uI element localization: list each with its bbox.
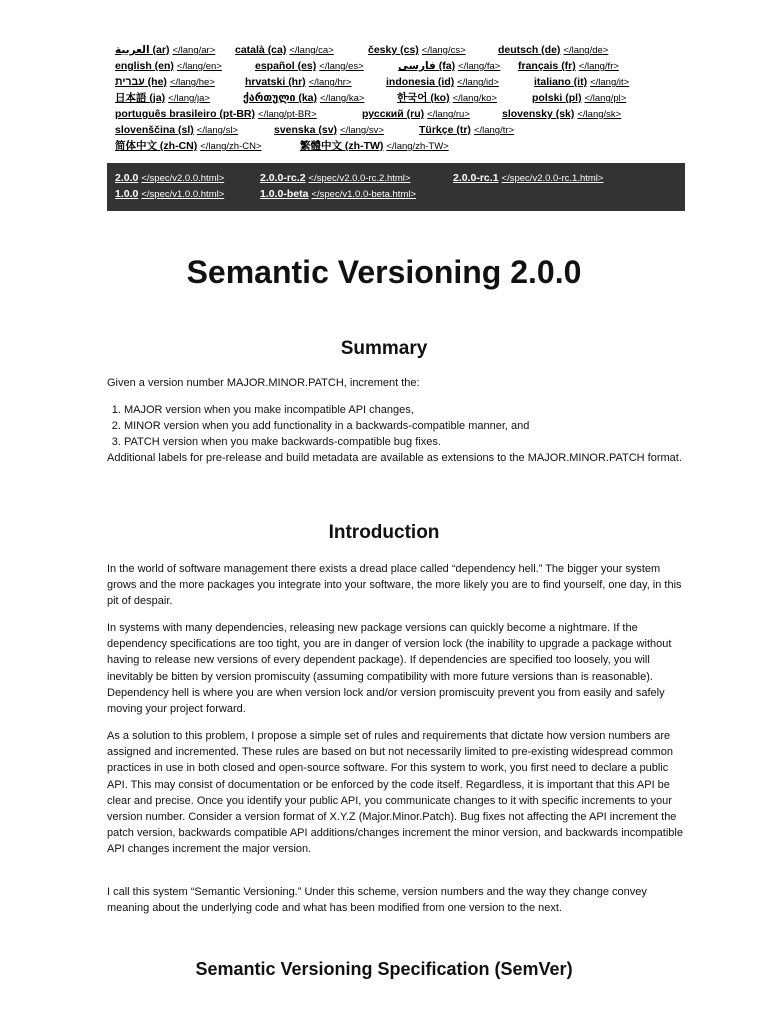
version-row bbox=[115, 186, 677, 202]
version-name: 1.0.0 bbox=[115, 188, 139, 200]
list-item: 2. MINOR version when you add functionality in a backwards-compatible manner, and bbox=[124, 418, 694, 434]
language-path: </lang/sl> bbox=[196, 125, 238, 136]
language-name: français (fr) bbox=[518, 60, 576, 72]
language-name: polski (pl) bbox=[532, 92, 582, 104]
language-path: </lang/sv> bbox=[340, 125, 384, 136]
spec-heading: Semantic Versioning Specification (SemVer) bbox=[195, 959, 573, 979]
language-link-it[interactable] bbox=[534, 74, 629, 90]
language-link-tr[interactable] bbox=[419, 122, 514, 138]
language-path: </lang/he> bbox=[169, 77, 215, 88]
version-name: 2.0.0-rc.2 bbox=[260, 172, 306, 184]
page-title: Semantic Versioning 2.0.0 bbox=[186, 254, 582, 290]
language-link-zh-cn[interactable] bbox=[115, 138, 300, 154]
language-path: </lang/ko> bbox=[452, 93, 497, 104]
language-path: </lang/zh-TW> bbox=[386, 141, 449, 152]
language-link-ar[interactable] bbox=[115, 42, 235, 58]
language-link-id[interactable] bbox=[386, 74, 534, 90]
language-link-he[interactable] bbox=[115, 74, 245, 90]
language-path: </lang/ru> bbox=[427, 109, 470, 120]
language-link-pl[interactable] bbox=[532, 90, 626, 106]
language-path: </lang/ja> bbox=[168, 93, 210, 104]
language-name: 简体中文 (zh-CN) bbox=[115, 140, 198, 152]
language-path: </lang/id> bbox=[457, 77, 499, 88]
list-item: 3. PATCH version when you make backwards-compatible bug fixes. bbox=[124, 434, 694, 450]
language-name: svenska (sv) bbox=[274, 124, 338, 136]
language-link-pt-br[interactable] bbox=[115, 106, 362, 122]
language-row bbox=[115, 90, 675, 106]
language-link-fr[interactable] bbox=[518, 58, 619, 74]
language-row bbox=[115, 58, 675, 74]
language-link-zh-tw[interactable] bbox=[300, 138, 449, 154]
language-link-ka[interactable] bbox=[243, 90, 397, 106]
language-path: </lang/cs> bbox=[421, 45, 466, 56]
language-name: slovensky (sk) bbox=[502, 108, 575, 120]
language-link-ca[interactable] bbox=[235, 42, 368, 58]
language-link-sv[interactable] bbox=[274, 122, 419, 138]
language-row bbox=[115, 42, 675, 58]
language-path: </lang/fr> bbox=[578, 61, 619, 72]
language-links bbox=[115, 42, 675, 154]
version-link-1.0.0[interactable] bbox=[115, 186, 260, 202]
language-name: česky (cs) bbox=[368, 44, 419, 56]
language-path: </lang/hr> bbox=[308, 77, 352, 88]
version-path: </spec/v2.0.0-rc.2.html> bbox=[308, 173, 411, 184]
language-name: русский (ru) bbox=[362, 108, 425, 120]
language-name: ქართული (ka) bbox=[243, 92, 318, 104]
language-row bbox=[115, 122, 675, 138]
language-path: </lang/ar> bbox=[172, 45, 216, 56]
language-name: Türkçe (tr) bbox=[419, 124, 471, 136]
language-path: </lang/it> bbox=[590, 77, 630, 88]
language-name: indonesia (id) bbox=[386, 76, 455, 88]
language-path: </lang/fa> bbox=[458, 61, 501, 72]
list-item: 1. MAJOR version when you make incompatible API changes, bbox=[124, 402, 694, 418]
language-link-de[interactable] bbox=[498, 42, 608, 58]
language-link-ko[interactable] bbox=[397, 90, 532, 106]
language-name: 한국어 (ko) bbox=[397, 92, 450, 104]
version-link-1.0.0-beta[interactable] bbox=[260, 186, 416, 202]
language-name: 繁體中文 (zh-TW) bbox=[300, 140, 384, 152]
version-name: 2.0.0-rc.1 bbox=[453, 172, 499, 184]
language-name: català (ca) bbox=[235, 44, 287, 56]
language-link-hr[interactable] bbox=[245, 74, 386, 90]
version-link-2.0.0[interactable] bbox=[115, 170, 260, 186]
version-path: </spec/v1.0.0.html> bbox=[141, 189, 225, 200]
language-name: 日本語 (ja) bbox=[115, 92, 166, 104]
version-link-2.0.0-rc.2[interactable] bbox=[260, 170, 453, 186]
language-link-es[interactable] bbox=[255, 58, 398, 74]
summary-intro: Given a version number MAJOR.MINOR.PATCH, increment the: bbox=[107, 377, 420, 389]
version-path: </spec/v1.0.0-beta.html> bbox=[311, 189, 417, 200]
language-name: deutsch (de) bbox=[498, 44, 561, 56]
summary-heading: Summary bbox=[340, 338, 428, 359]
version-link-2.0.0-rc.1[interactable] bbox=[453, 170, 603, 186]
version-links-bar bbox=[107, 163, 685, 211]
language-path: </lang/de> bbox=[563, 45, 609, 56]
language-link-sl[interactable] bbox=[115, 122, 274, 138]
language-row bbox=[115, 138, 675, 154]
version-path: </spec/v2.0.0-rc.1.html> bbox=[501, 173, 604, 184]
language-name: english (en) bbox=[115, 60, 174, 72]
language-path: </lang/pl> bbox=[584, 93, 627, 104]
summary-outro: Additional labels for pre-release and build metadata are available as extensions to the MAJOR.MINOR.PATCH format. bbox=[107, 452, 682, 464]
language-path: </lang/ca> bbox=[289, 45, 334, 56]
language-name: hrvatski (hr) bbox=[245, 76, 306, 88]
language-link-sk[interactable] bbox=[502, 106, 621, 122]
version-path: </spec/v2.0.0.html> bbox=[141, 173, 225, 184]
language-name: العربية (ar) bbox=[115, 44, 170, 56]
language-path: </lang/es> bbox=[319, 61, 364, 72]
language-name: slovenščina (sl) bbox=[115, 124, 194, 136]
intro-paragraph: In the world of software management there exists a dread place called “dependency hell.” The bigger your system grows and the more packages you integrate into your software, the more likely you are to find yourself, one day, in this pit of despair. bbox=[107, 563, 682, 608]
language-row bbox=[115, 106, 675, 122]
intro-paragraph: I call this system “Semantic Versioning.” Under this scheme, version numbers and the way they change convey meaning about the underlying code and what has been modified from one version to the next. bbox=[107, 886, 647, 915]
language-name: עברית (he) bbox=[115, 76, 167, 88]
language-name: فارسی (fa) bbox=[398, 60, 456, 72]
language-path: </lang/en> bbox=[176, 61, 222, 72]
language-row bbox=[115, 74, 675, 90]
introduction-heading: Introduction bbox=[328, 522, 440, 543]
version-row bbox=[115, 170, 677, 186]
language-path: </lang/zh-CN> bbox=[200, 141, 262, 152]
language-path: </lang/ka> bbox=[320, 93, 365, 104]
language-link-ru[interactable] bbox=[362, 106, 502, 122]
language-link-en[interactable] bbox=[115, 58, 255, 74]
intro-paragraph: In systems with many dependencies, releasing new package versions can quickly become a nightmare. If the dependency specifications are too tight, you are in danger of version lock (the inability to upgrade a package without having to release new versions of every dependent package). If dependencies are specified too loosely, you will inevitably be bitten by version promiscuity (assuming compatibility with more future versions than is reasonable). Dependency hell is where you are when version lock and/or version promiscuity prevent you from easily and safely moving your project forward. bbox=[107, 622, 672, 716]
language-path: </lang/pt-BR> bbox=[258, 109, 317, 120]
version-name: 1.0.0-beta bbox=[260, 188, 309, 200]
language-name: italiano (it) bbox=[534, 76, 588, 88]
language-link-cs[interactable] bbox=[368, 42, 498, 58]
language-name: español (es) bbox=[255, 60, 317, 72]
summary-list bbox=[107, 402, 694, 450]
language-path: </lang/sk> bbox=[577, 109, 622, 120]
language-name: português brasileiro (pt-BR) bbox=[115, 108, 256, 120]
language-link-ja[interactable] bbox=[115, 90, 243, 106]
language-path: </lang/tr> bbox=[473, 125, 515, 136]
version-name: 2.0.0 bbox=[115, 172, 139, 184]
language-link-fa[interactable] bbox=[398, 58, 518, 74]
intro-paragraph: As a solution to this problem, I propose a simple set of rules and requirements that dictate how version numbers are assigned and incremented. These rules are based on but not necessarily limited to pre-existing widespread common practices in use in both closed and open-source software. For this system to work, you first need to declare a public API. This may consist of documentation or be enforced by the code itself. Regardless, it is important that this API be clear and precise. Once you identify your public API, you communicate changes to it with specific increments to your version number. Consider a version format of X.Y.Z (Major.Minor.Patch). Bug fixes not affecting the API increment the patch version, backwards compatible API additions/changes increment the minor version, and backwards incompatible API changes increment the major version. bbox=[107, 730, 683, 856]
